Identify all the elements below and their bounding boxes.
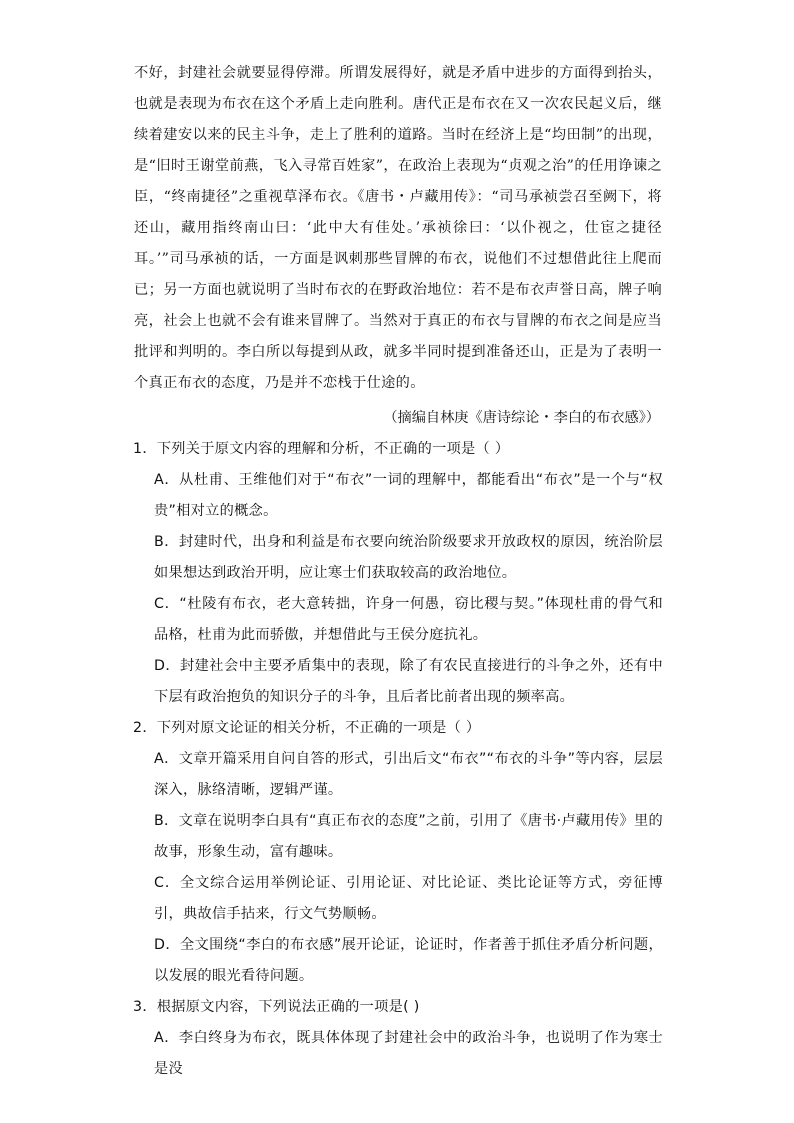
option-a: A．李白终身为布衣，既具体体现了封建社会中的政治斗争，也说明了作为寒士是没	[154, 1030, 663, 1077]
question-2	[133, 713, 663, 992]
option-b: B．封建时代，出身和利益是布衣要向统治阶级要求开放政权的原因，统治阶层如果想达到政治开明，应让寒士们获取较高的政治地位。	[154, 534, 663, 581]
question-3	[133, 992, 663, 1085]
option-a: A．从杜甫、王维他们对于“布衣”一词的理解中，都能看出“布衣”是一个与“权贵”相对立的概念。	[154, 472, 663, 519]
question-list	[133, 434, 663, 1085]
option-b: B．文章在说明李白具有“真正布衣的态度”之前，引用了《唐书·卢藏用传》里的故事，形象生动，富有趣味。	[154, 813, 663, 860]
option-c: C．“杜陵有布衣，老大意转拙，许身一何愚，窃比稷与契。”体现杜甫的骨气和品格，杜甫为此而骄傲，并想借此与王侯分庭抗礼。	[154, 596, 663, 643]
question-stem: 2．下列对原文论证的相关分析，不正确的一项是（ ）	[133, 720, 481, 736]
option-a: A．文章开篇采用自问自答的形式，引出后文“布衣”“布衣的斗争”等内容，层层深入，脉络清晰，逻辑严谨。	[154, 751, 663, 798]
passage-source: （摘编自林庚《唐诗综论・李白的布衣感》）	[383, 410, 660, 426]
passage-text: 不好，封建社会就要显得停滞。所谓发展得好，就是矛盾中进步的方面得到抬头，也就是表现为布衣在这个矛盾上走向胜利。唐代正是布衣在又一次农民起义后，继续着建安以来的民主斗争，走上了胜利的道路。当时在经济上是“均田制”的出现，是“旧时王谢堂前燕，飞入寻常百姓家”，在政治上表现为“贞观之治”的任用诤谏之臣，“终南捷径”之重视草泽布衣。《唐书・卢藏用传》：“司马承祯尝召至阙下，将还山，藏用指终南山曰：‘此中大有佳处。’承祯徐曰：‘以仆视之，仕宦之捷径耳。’”司马承祯的话，一方面是讽刺那些冒牌的布衣，说他们不过想借此往上爬而已；另一方面也就说明了当时布衣的在野政治地位：若不是布衣声誉日高，牌子响亮，社会上也就不会有谁来冒牌了。当然对于真正的布衣与冒牌的布衣之间是应当批评和判明的。李白所以每提到从政，就多半同时提到准备还山，正是为了表明一个真正布衣的态度，乃是并不恋栈于仕途的。	[134, 65, 662, 391]
question-stem: 3．根据原文内容，下列说法正确的一项是( )	[133, 999, 420, 1015]
option-c: C．全文综合运用举例论证、引用论证、对比论证、类比论证等方式，旁征博引，典故信手拈来，行文气势顺畅。	[154, 875, 663, 922]
option-d: D．封建社会中主要矛盾集中的表现，除了有农民直接进行的斗争之外，还有中下层有政治抱负的知识分子的斗争，且后者比前者出现的频率高。	[154, 658, 663, 705]
question-stem: 1．下列关于原文内容的理解和分析，不正确的一项是（ ）	[133, 441, 510, 457]
question-1	[133, 434, 663, 713]
option-d: D．全文围绕“李白的布衣感”展开论证，论证时，作者善于抓住矛盾分析问题，以发展的眼光看待问题。	[154, 937, 663, 984]
